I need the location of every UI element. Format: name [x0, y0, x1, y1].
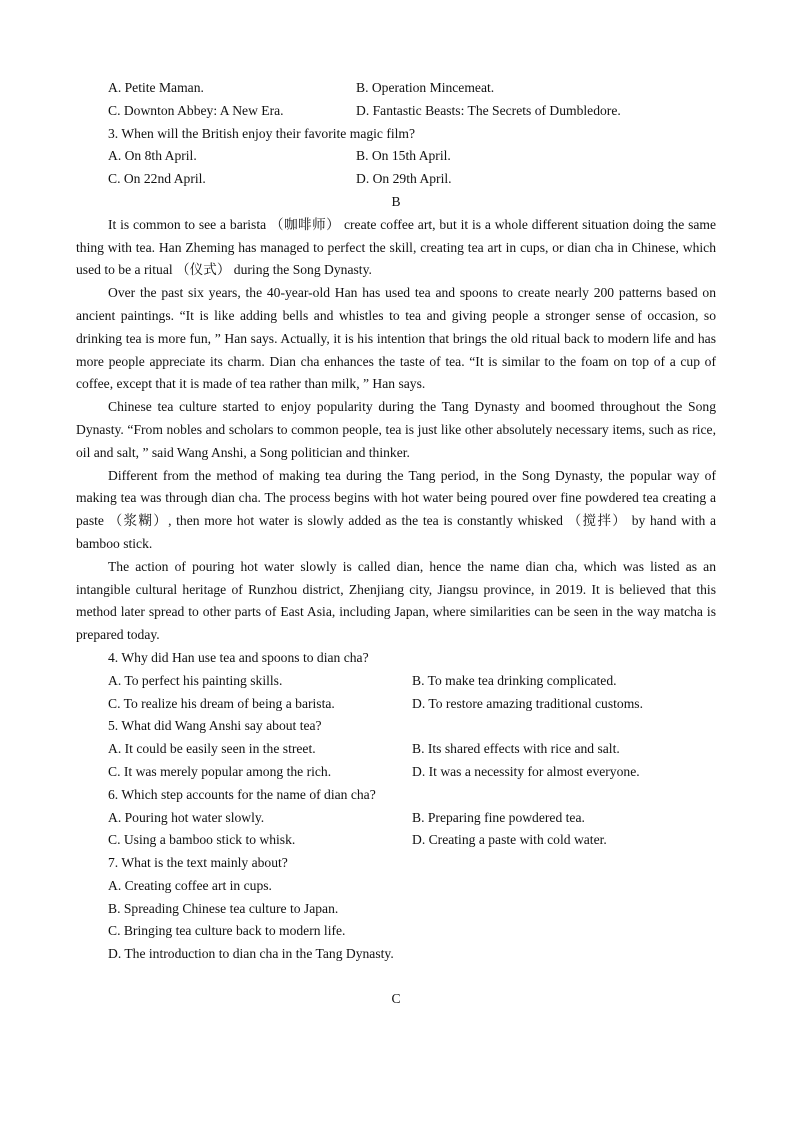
q7-stem: 7. What is the text mainly about? — [108, 855, 288, 871]
passage-paragraph-2: Over the past six years, the 40-year-old Han has used tea and spoons to create nearly 200 patterns based on ancient paintings. “It is like adding bells and whistles to tea and giving people a stronger sense of occasion, so drinking tea is more fun, ” Han says. Actually, it is his intention that brings the old ritual back to modern life and has more people appreciate its charm. Dian cha enhances the taste of tea. “It is similar to the foam on top of a cup of coffee, except that it is made of tea rather than milk, ” Han says. — [76, 285, 716, 392]
q4-options-row-1 — [76, 670, 716, 693]
q2-option-b: B. Operation Mincemeat. — [356, 80, 495, 95]
q6-option-c: C. Using a bamboo stick to whisk. — [108, 832, 296, 848]
q3-option-b: B. On 15th April. — [356, 148, 451, 164]
q5-options-row-1 — [76, 738, 716, 761]
q6-options-row-2 — [76, 829, 716, 852]
q4-option-d: D. To restore amazing traditional customs. — [412, 695, 643, 711]
q5-option-b: B. Its shared effects with rice and salt. — [412, 741, 620, 757]
passage-paragraph-4: Different from the method of making tea during the Tang period, in the Song Dynasty, the popular way of making tea was through dian cha. The process begins with hot water being poured over fine powdered tea creating a paste （浆糊）, then more hot water is slowly added as the tea is constantly whisked （搅拌） by hand with a bamboo stick. — [76, 467, 716, 551]
document-page — [76, 77, 716, 1011]
q2-option-c: C. Downton Abbey: A New Era. — [108, 102, 284, 118]
q3-option-c: C. On 22nd April. — [108, 171, 206, 187]
q4-stem: 4. Why did Han use tea and spoons to dian cha? — [108, 649, 369, 665]
q5-stem: 5. What did Wang Anshi say about tea? — [108, 718, 322, 734]
passage-paragraph-3: Chinese tea culture started to enjoy popularity during the Tang Dynasty and boomed throughout the Song Dynasty. “From nobles and scholars to common people, tea is just like other absolutely necessary items, such as rice, oil and salt, ” said Wang Anshi, a Song politician and thinker. — [76, 399, 716, 460]
q7-option-c: C. Bringing tea culture back to modern life. — [108, 923, 346, 939]
q4-option-a: A. To perfect his painting skills. — [108, 672, 283, 688]
q3-stem: 3. When will the British enjoy their favorite magic film? — [108, 125, 416, 141]
q6-stem: 6. Which step accounts for the name of dian cha? — [108, 786, 376, 802]
q6-option-a: A. Pouring hot water slowly. — [108, 809, 265, 825]
q4-option-b: B. To make tea drinking complicated. — [412, 672, 617, 688]
q3-options-row-2 — [76, 168, 716, 191]
q6-options-row-1 — [76, 807, 716, 830]
q6-option-d: D. Creating a paste with cold water. — [412, 832, 607, 848]
passage-paragraph-5: The action of pouring hot water slowly is called dian, hence the name dian cha, which was listed as an intangible cultural heritage of Runzhou district, Zhenjiang city, Jiangsu province, in 2019. It is believed that this method later spread to other parts of East Asia, including Japan, where similarities can be seen in the way matcha is prepared today. — [76, 558, 716, 643]
q2-option-d: D. Fantastic Beasts: The Secrets of Dumbledore. — [356, 102, 621, 118]
q2-options-row-1 — [76, 77, 716, 100]
q3-options-row-1 — [76, 145, 716, 168]
q5-option-c: C. It was merely popular among the rich. — [108, 763, 332, 779]
q7-option-d: D. The introduction to dian cha in the Tang Dynasty. — [108, 946, 394, 962]
section-c-heading: C — [391, 991, 401, 1007]
q5-option-d: D. It was a necessity for almost everyone. — [412, 763, 640, 779]
q7-option-a: A. Creating coffee art in cups. — [108, 877, 272, 893]
q4-option-c: C. To realize his dream of being a barista. — [108, 695, 335, 711]
section-spacer — [76, 966, 716, 988]
q2-options-row-2 — [76, 100, 716, 123]
section-b-heading: B — [391, 193, 401, 209]
q3-option-a: A. On 8th April. — [108, 148, 197, 164]
q2-option-a: A. Petite Maman. — [108, 80, 204, 95]
q5-option-a: A. It could be easily seen in the street. — [108, 741, 316, 757]
passage-paragraph-1: It is common to see a barista （咖啡师） create coffee art, but it is a whole different situation doing the same thing with tea. Han Zheming has managed to perfect the skill, creating tea art in cups, or dian cha in Chinese, which used to be a ritual （仪式） during the Song Dynasty. — [76, 216, 716, 278]
q6-option-b: B. Preparing fine powdered tea. — [412, 809, 585, 825]
q7-option-b: B. Spreading Chinese tea culture to Japan. — [108, 900, 339, 916]
q3-option-d: D. On 29th April. — [356, 171, 452, 187]
q5-options-row-2 — [76, 761, 716, 784]
q4-options-row-2 — [76, 693, 716, 716]
